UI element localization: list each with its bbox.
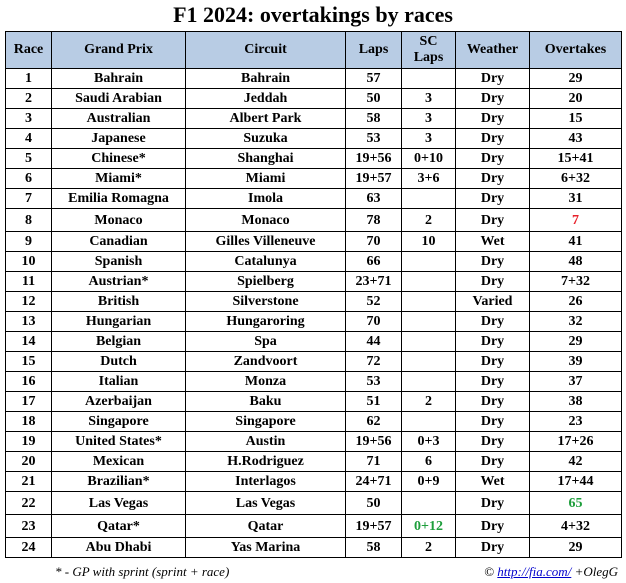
weather-cell: Dry bbox=[456, 89, 530, 109]
overtakes-cell: 29 bbox=[530, 332, 622, 352]
overtakes-cell: 38 bbox=[530, 392, 622, 412]
table-row bbox=[6, 169, 622, 189]
laps-cell: 51 bbox=[346, 392, 402, 412]
grand-prix-cell: Emilia Romagna bbox=[52, 189, 186, 209]
weather-cell: Dry bbox=[456, 209, 530, 232]
laps-cell: 58 bbox=[346, 109, 402, 129]
circuit-cell: Imola bbox=[186, 189, 346, 209]
grand-prix-cell: Australian bbox=[52, 109, 186, 129]
table-row bbox=[6, 372, 622, 392]
grand-prix-cell: Monaco bbox=[52, 209, 186, 232]
grand-prix-cell: British bbox=[52, 292, 186, 312]
weather-cell: Dry bbox=[456, 109, 530, 129]
laps-cell: 62 bbox=[346, 412, 402, 432]
sc-laps-cell: 3 bbox=[402, 89, 456, 109]
laps-cell: 50 bbox=[346, 492, 402, 515]
laps-cell: 57 bbox=[346, 69, 402, 89]
weather-cell: Dry bbox=[456, 252, 530, 272]
col-header-sc-laps: SC Laps bbox=[402, 32, 456, 69]
weather-cell: Wet bbox=[456, 472, 530, 492]
grand-prix-cell: Japanese bbox=[52, 129, 186, 149]
circuit-cell: Spielberg bbox=[186, 272, 346, 292]
race-cell: 12 bbox=[6, 292, 52, 312]
overtakes-cell: 32 bbox=[530, 312, 622, 332]
table-row bbox=[6, 332, 622, 352]
overtakes-cell: 41 bbox=[530, 232, 622, 252]
circuit-cell: Catalunya bbox=[186, 252, 346, 272]
weather-cell: Dry bbox=[456, 352, 530, 372]
weather-cell: Dry bbox=[456, 515, 530, 538]
table-row bbox=[6, 109, 622, 129]
source-link[interactable]: http://fia.com/ bbox=[497, 564, 572, 579]
table-row bbox=[6, 252, 622, 272]
grand-prix-cell: Azerbaijan bbox=[52, 392, 186, 412]
sc-laps-cell: 0+3 bbox=[402, 432, 456, 452]
grand-prix-cell: Qatar* bbox=[52, 515, 186, 538]
race-cell: 18 bbox=[6, 412, 52, 432]
circuit-cell: Austin bbox=[186, 432, 346, 452]
grand-prix-cell: Miami* bbox=[52, 169, 186, 189]
weather-cell: Dry bbox=[456, 452, 530, 472]
laps-cell: 63 bbox=[346, 189, 402, 209]
overtakes-cell: 15+41 bbox=[530, 149, 622, 169]
weather-cell: Dry bbox=[456, 149, 530, 169]
weather-cell: Dry bbox=[456, 538, 530, 558]
race-cell: 21 bbox=[6, 472, 52, 492]
grand-prix-cell: Canadian bbox=[52, 232, 186, 252]
circuit-cell: Miami bbox=[186, 169, 346, 189]
circuit-cell: Suzuka bbox=[186, 129, 346, 149]
source-credit bbox=[484, 564, 618, 580]
overtakes-cell: 20 bbox=[530, 89, 622, 109]
col-header-laps: Laps bbox=[346, 32, 402, 69]
race-cell: 1 bbox=[6, 69, 52, 89]
race-cell: 23 bbox=[6, 515, 52, 538]
race-cell: 14 bbox=[6, 332, 52, 352]
grand-prix-cell: Brazilian* bbox=[52, 472, 186, 492]
weather-cell: Dry bbox=[456, 129, 530, 149]
grand-prix-cell: Mexican bbox=[52, 452, 186, 472]
circuit-cell: Spa bbox=[186, 332, 346, 352]
race-cell: 20 bbox=[6, 452, 52, 472]
sc-laps-cell: 2 bbox=[402, 538, 456, 558]
laps-cell: 19+56 bbox=[346, 432, 402, 452]
weather-cell: Dry bbox=[456, 169, 530, 189]
laps-cell: 71 bbox=[346, 452, 402, 472]
col-header-weather: Weather bbox=[456, 32, 530, 69]
table-row bbox=[6, 538, 622, 558]
table-row bbox=[6, 129, 622, 149]
table-row bbox=[6, 292, 622, 312]
circuit-cell: H.Rodriguez bbox=[186, 452, 346, 472]
overtakes-cell: 43 bbox=[530, 129, 622, 149]
grand-prix-cell: Spanish bbox=[52, 252, 186, 272]
weather-cell: Dry bbox=[456, 189, 530, 209]
sc-laps-cell: 0+10 bbox=[402, 149, 456, 169]
sc-laps-cell: 3 bbox=[402, 109, 456, 129]
overtakes-table bbox=[5, 31, 622, 558]
grand-prix-cell: Austrian* bbox=[52, 272, 186, 292]
overtakes-cell: 29 bbox=[530, 538, 622, 558]
sc-laps-cell: 6 bbox=[402, 452, 456, 472]
table-body bbox=[6, 69, 622, 558]
sprint-footnote: * - GP with sprint (sprint + race) bbox=[55, 564, 230, 579]
circuit-cell: Hungaroring bbox=[186, 312, 346, 332]
overtakes-cell: 7 bbox=[530, 209, 622, 232]
table-row bbox=[6, 272, 622, 292]
race-cell: 19 bbox=[6, 432, 52, 452]
author-credit: +OlegG bbox=[574, 564, 618, 579]
grand-prix-cell: Singapore bbox=[52, 412, 186, 432]
weather-cell: Dry bbox=[456, 432, 530, 452]
weather-cell: Dry bbox=[456, 372, 530, 392]
laps-cell: 24+71 bbox=[346, 472, 402, 492]
overtakes-cell: 29 bbox=[530, 69, 622, 89]
grand-prix-cell: Dutch bbox=[52, 352, 186, 372]
sc-laps-cell: 2 bbox=[402, 392, 456, 412]
grand-prix-cell: Bahrain bbox=[52, 69, 186, 89]
table-row bbox=[6, 189, 622, 209]
col-header-race: Race bbox=[6, 32, 52, 69]
laps-cell: 53 bbox=[346, 372, 402, 392]
race-cell: 24 bbox=[6, 538, 52, 558]
grand-prix-cell: Hungarian bbox=[52, 312, 186, 332]
sc-laps-cell: 3+6 bbox=[402, 169, 456, 189]
race-cell: 17 bbox=[6, 392, 52, 412]
overtakes-cell: 7+32 bbox=[530, 272, 622, 292]
sc-laps-cell: 2 bbox=[402, 209, 456, 232]
race-cell: 6 bbox=[6, 169, 52, 189]
circuit-cell: Albert Park bbox=[186, 109, 346, 129]
weather-cell: Dry bbox=[456, 392, 530, 412]
overtakes-cell: 23 bbox=[530, 412, 622, 432]
laps-cell: 70 bbox=[346, 312, 402, 332]
laps-cell: 23+71 bbox=[346, 272, 402, 292]
race-cell: 13 bbox=[6, 312, 52, 332]
laps-cell: 78 bbox=[346, 209, 402, 232]
weather-cell: Dry bbox=[456, 332, 530, 352]
circuit-cell: Silverstone bbox=[186, 292, 346, 312]
circuit-cell: Gilles Villeneuve bbox=[186, 232, 346, 252]
circuit-cell: Las Vegas bbox=[186, 492, 346, 515]
sc-laps-cell bbox=[402, 352, 456, 372]
weather-cell: Dry bbox=[456, 412, 530, 432]
col-header-circuit: Circuit bbox=[186, 32, 346, 69]
table-row bbox=[6, 452, 622, 472]
sc-laps-cell: 10 bbox=[402, 232, 456, 252]
grand-prix-cell: Belgian bbox=[52, 332, 186, 352]
overtakes-cell: 42 bbox=[530, 452, 622, 472]
laps-cell: 19+57 bbox=[346, 169, 402, 189]
table-row bbox=[6, 472, 622, 492]
sc-laps-cell: 3 bbox=[402, 129, 456, 149]
race-cell: 4 bbox=[6, 129, 52, 149]
overtakes-cell: 17+44 bbox=[530, 472, 622, 492]
race-cell: 15 bbox=[6, 352, 52, 372]
table-row bbox=[6, 352, 622, 372]
sc-laps-cell bbox=[402, 69, 456, 89]
laps-cell: 70 bbox=[346, 232, 402, 252]
race-cell: 2 bbox=[6, 89, 52, 109]
laps-cell: 52 bbox=[346, 292, 402, 312]
overtakes-cell: 17+26 bbox=[530, 432, 622, 452]
laps-cell: 53 bbox=[346, 129, 402, 149]
sc-laps-cell: 0+9 bbox=[402, 472, 456, 492]
grand-prix-cell: United States* bbox=[52, 432, 186, 452]
table-row bbox=[6, 89, 622, 109]
laps-cell: 19+57 bbox=[346, 515, 402, 538]
sc-laps-cell: 0+12 bbox=[402, 515, 456, 538]
table-header-row bbox=[6, 32, 622, 69]
sc-laps-cell bbox=[402, 272, 456, 292]
grand-prix-cell: Chinese* bbox=[52, 149, 186, 169]
sc-laps-cell bbox=[402, 312, 456, 332]
overtakes-cell: 65 bbox=[530, 492, 622, 515]
circuit-cell: Shanghai bbox=[186, 149, 346, 169]
laps-cell: 19+56 bbox=[346, 149, 402, 169]
race-cell: 9 bbox=[6, 232, 52, 252]
weather-cell: Dry bbox=[456, 312, 530, 332]
col-header-overtakes: Overtakes bbox=[530, 32, 622, 69]
race-cell: 3 bbox=[6, 109, 52, 129]
overtakes-cell: 15 bbox=[530, 109, 622, 129]
race-cell: 11 bbox=[6, 272, 52, 292]
sc-laps-cell bbox=[402, 412, 456, 432]
laps-cell: 72 bbox=[346, 352, 402, 372]
weather-cell: Varied bbox=[456, 292, 530, 312]
circuit-cell: Bahrain bbox=[186, 69, 346, 89]
laps-cell: 44 bbox=[346, 332, 402, 352]
grand-prix-cell: Las Vegas bbox=[52, 492, 186, 515]
table-row bbox=[6, 392, 622, 412]
circuit-cell: Yas Marina bbox=[186, 538, 346, 558]
overtakes-cell: 26 bbox=[530, 292, 622, 312]
sc-laps-cell bbox=[402, 332, 456, 352]
race-cell: 16 bbox=[6, 372, 52, 392]
table-row bbox=[6, 312, 622, 332]
table-row bbox=[6, 149, 622, 169]
circuit-cell: Baku bbox=[186, 392, 346, 412]
circuit-cell: Qatar bbox=[186, 515, 346, 538]
grand-prix-cell: Italian bbox=[52, 372, 186, 392]
circuit-cell: Interlagos bbox=[186, 472, 346, 492]
overtakes-cell: 4+32 bbox=[530, 515, 622, 538]
race-cell: 8 bbox=[6, 209, 52, 232]
weather-cell: Wet bbox=[456, 232, 530, 252]
copyright-symbol: © bbox=[484, 564, 495, 579]
overtakes-cell: 37 bbox=[530, 372, 622, 392]
race-cell: 7 bbox=[6, 189, 52, 209]
weather-cell: Dry bbox=[456, 272, 530, 292]
table-row bbox=[6, 432, 622, 452]
laps-cell: 66 bbox=[346, 252, 402, 272]
weather-cell: Dry bbox=[456, 492, 530, 515]
table-row bbox=[6, 69, 622, 89]
table-row bbox=[6, 232, 622, 252]
page-title: F1 2024: overtakings by races bbox=[173, 2, 453, 27]
table-row bbox=[6, 492, 622, 515]
sc-laps-cell bbox=[402, 492, 456, 515]
sc-laps-cell bbox=[402, 372, 456, 392]
weather-cell: Dry bbox=[456, 69, 530, 89]
circuit-cell: Zandvoort bbox=[186, 352, 346, 372]
col-header-grand-prix: Grand Prix bbox=[52, 32, 186, 69]
table-row bbox=[6, 412, 622, 432]
sc-laps-cell bbox=[402, 292, 456, 312]
overtakes-cell: 39 bbox=[530, 352, 622, 372]
grand-prix-cell: Abu Dhabi bbox=[52, 538, 186, 558]
laps-cell: 50 bbox=[346, 89, 402, 109]
circuit-cell: Singapore bbox=[186, 412, 346, 432]
race-cell: 10 bbox=[6, 252, 52, 272]
sc-laps-cell bbox=[402, 189, 456, 209]
table-row bbox=[6, 515, 622, 538]
circuit-cell: Monza bbox=[186, 372, 346, 392]
circuit-cell: Jeddah bbox=[186, 89, 346, 109]
overtakes-cell: 48 bbox=[530, 252, 622, 272]
circuit-cell: Monaco bbox=[186, 209, 346, 232]
table-row bbox=[6, 209, 622, 232]
race-cell: 22 bbox=[6, 492, 52, 515]
overtakes-cell: 31 bbox=[530, 189, 622, 209]
laps-cell: 58 bbox=[346, 538, 402, 558]
overtakes-cell: 6+32 bbox=[530, 169, 622, 189]
sc-laps-cell bbox=[402, 252, 456, 272]
race-cell: 5 bbox=[6, 149, 52, 169]
grand-prix-cell: Saudi Arabian bbox=[52, 89, 186, 109]
